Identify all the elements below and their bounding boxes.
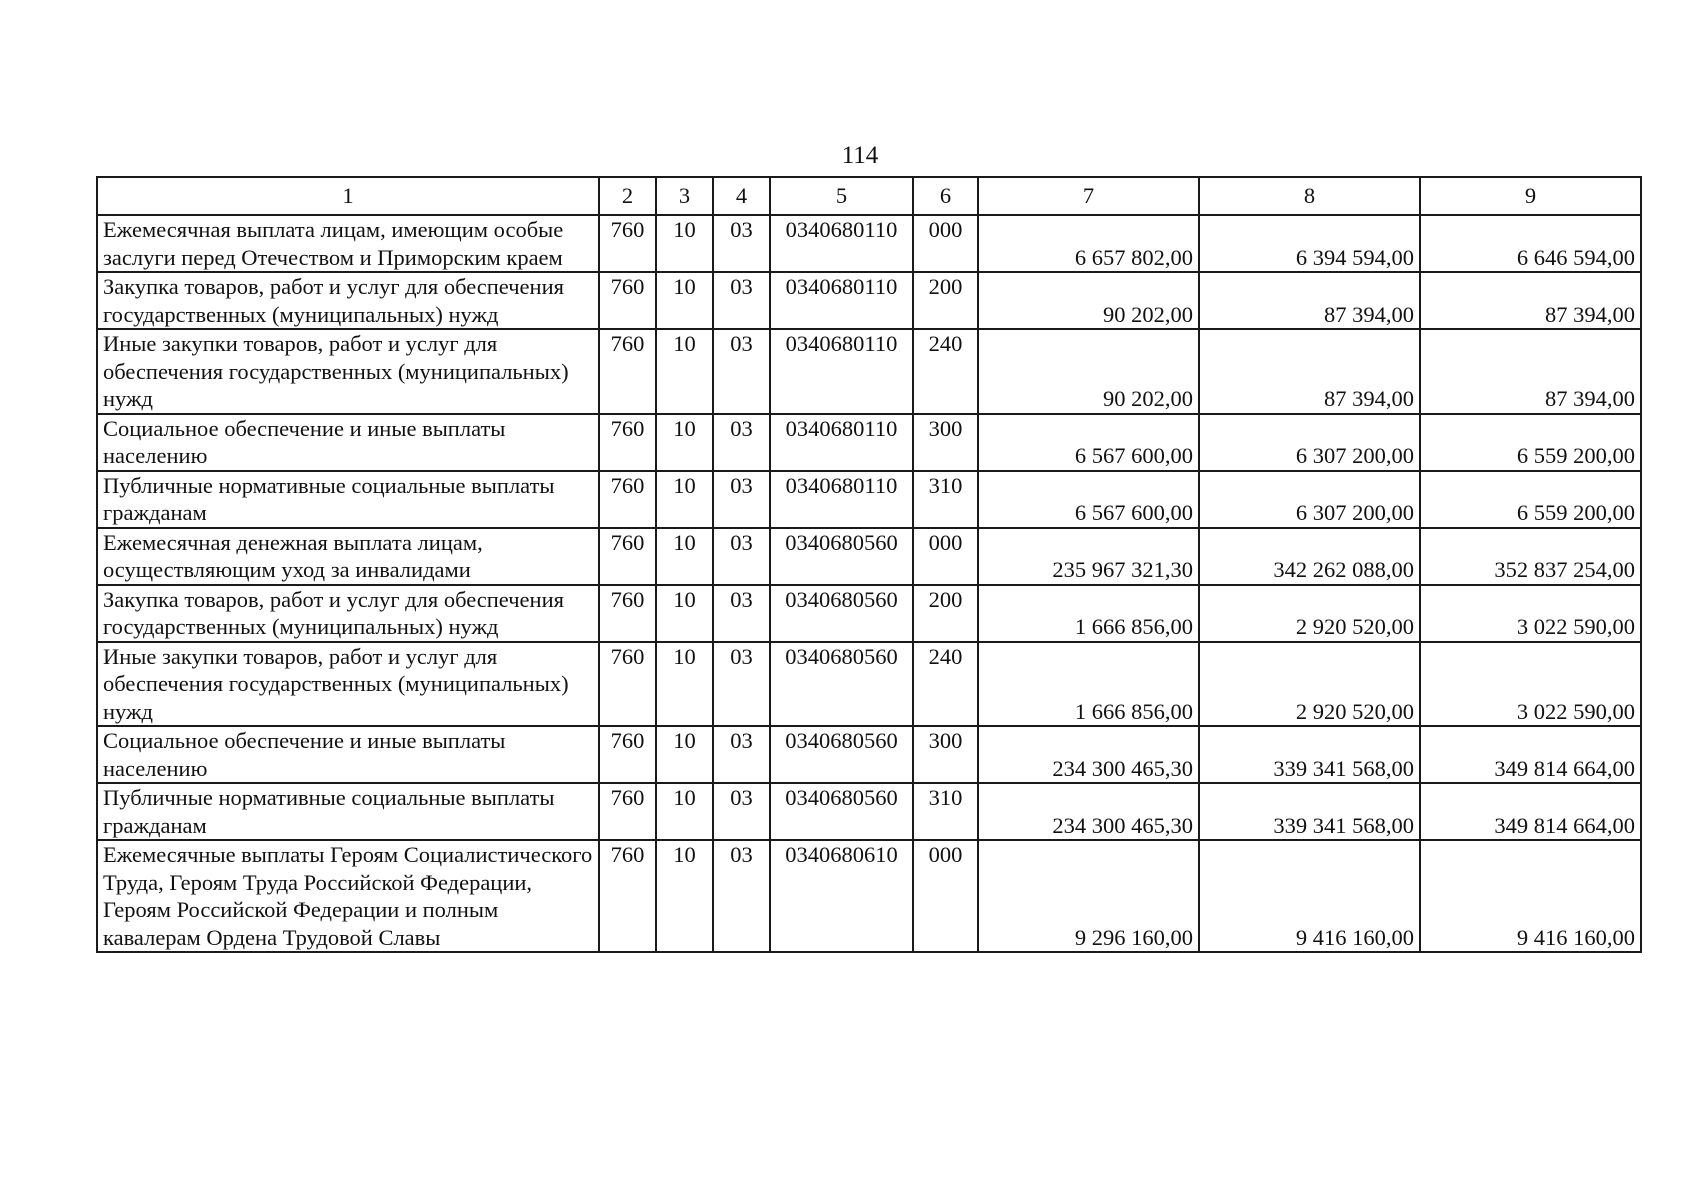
amount-cell: 6 307 200,00 (1199, 414, 1420, 471)
header-cell: 7 (978, 177, 1199, 215)
code-cell: 310 (913, 471, 978, 528)
amount-cell: 87 394,00 (1199, 272, 1420, 329)
amount-cell: 352 837 254,00 (1420, 528, 1641, 585)
amount-cell: 3 022 590,00 (1420, 585, 1641, 642)
amount-cell: 234 300 465,30 (978, 726, 1199, 783)
code-cell: 000 (913, 215, 978, 272)
amount-cell: 339 341 568,00 (1199, 726, 1420, 783)
code-cell: 0340680110 (770, 272, 913, 329)
code-cell: 03 (713, 414, 770, 471)
code-cell: 10 (656, 840, 713, 952)
amount-cell: 87 394,00 (1199, 329, 1420, 414)
code-cell: 0340680560 (770, 528, 913, 585)
amount-cell: 2 920 520,00 (1199, 642, 1420, 727)
code-cell: 03 (713, 585, 770, 642)
amount-cell: 6 307 200,00 (1199, 471, 1420, 528)
code-cell: 03 (713, 642, 770, 727)
code-cell: 300 (913, 414, 978, 471)
code-cell: 760 (599, 528, 656, 585)
code-cell: 300 (913, 726, 978, 783)
amount-cell: 342 262 088,00 (1199, 528, 1420, 585)
amount-cell: 6 394 594,00 (1199, 215, 1420, 272)
code-cell: 000 (913, 840, 978, 952)
row-name-cell: Закупка товаров, работ и услуг для обеспечения государственных (муниципальных) нужд (97, 585, 599, 642)
row-name-cell: Публичные нормативные социальные выплаты гражданам (97, 471, 599, 528)
amount-cell: 6 559 200,00 (1420, 414, 1641, 471)
code-cell: 0340680110 (770, 215, 913, 272)
amount-cell: 90 202,00 (978, 329, 1199, 414)
table-row (97, 585, 1641, 642)
code-cell: 10 (656, 642, 713, 727)
table-row (97, 840, 1641, 952)
code-cell: 0340680560 (770, 726, 913, 783)
code-cell: 760 (599, 272, 656, 329)
amount-cell: 6 567 600,00 (978, 414, 1199, 471)
amount-cell: 1 666 856,00 (978, 585, 1199, 642)
table-row (97, 272, 1641, 329)
code-cell: 760 (599, 471, 656, 528)
code-cell: 0340680110 (770, 329, 913, 414)
amount-cell: 6 559 200,00 (1420, 471, 1641, 528)
code-cell: 03 (713, 783, 770, 840)
code-cell: 10 (656, 783, 713, 840)
code-cell: 03 (713, 329, 770, 414)
code-cell: 03 (713, 726, 770, 783)
amount-cell: 90 202,00 (978, 272, 1199, 329)
amount-cell: 349 814 664,00 (1420, 783, 1641, 840)
code-cell: 03 (713, 215, 770, 272)
code-cell: 760 (599, 783, 656, 840)
amount-cell: 234 300 465,30 (978, 783, 1199, 840)
code-cell: 10 (656, 414, 713, 471)
row-name-cell: Иные закупки товаров, работ и услуг для обеспечения государственных (муниципальных) нужд (97, 642, 599, 727)
code-cell: 310 (913, 783, 978, 840)
code-cell: 0340680110 (770, 471, 913, 528)
code-cell: 0340680560 (770, 783, 913, 840)
amount-cell: 6 646 594,00 (1420, 215, 1641, 272)
row-name-cell: Иные закупки товаров, работ и услуг для обеспечения государственных (муниципальных) нужд (97, 329, 599, 414)
header-cell: 1 (97, 177, 599, 215)
amount-cell: 6 567 600,00 (978, 471, 1199, 528)
amount-cell: 339 341 568,00 (1199, 783, 1420, 840)
code-cell: 200 (913, 272, 978, 329)
code-cell: 760 (599, 642, 656, 727)
table-row (97, 471, 1641, 528)
code-cell: 03 (713, 471, 770, 528)
code-cell: 0340680560 (770, 642, 913, 727)
table-row (97, 414, 1641, 471)
amount-cell: 6 657 802,00 (978, 215, 1199, 272)
header-cell: 6 (913, 177, 978, 215)
table-row (97, 783, 1641, 840)
code-cell: 10 (656, 528, 713, 585)
header-cell: 4 (713, 177, 770, 215)
header-cell: 3 (656, 177, 713, 215)
code-cell: 760 (599, 840, 656, 952)
code-cell: 10 (656, 585, 713, 642)
table-row (97, 726, 1641, 783)
code-cell: 03 (713, 840, 770, 952)
code-cell: 10 (656, 215, 713, 272)
code-cell: 10 (656, 726, 713, 783)
amount-cell: 3 022 590,00 (1420, 642, 1641, 727)
header-cell: 5 (770, 177, 913, 215)
amount-cell: 9 416 160,00 (1199, 840, 1420, 952)
amount-cell: 9 416 160,00 (1420, 840, 1641, 952)
code-cell: 200 (913, 585, 978, 642)
header-cell: 9 (1420, 177, 1641, 215)
amount-cell: 9 296 160,00 (978, 840, 1199, 952)
row-name-cell: Ежемесячная выплата лицам, имеющим особые заслуги перед Отечеством и Приморским краем (97, 215, 599, 272)
code-cell: 240 (913, 329, 978, 414)
header-cell: 2 (599, 177, 656, 215)
row-name-cell: Ежемесячные выплаты Героям Социалистического Труда, Героям Труда Российской Федерации, Героям Российской Федерации и полным кавалерам Ордена Трудовой Славы (97, 840, 599, 952)
amount-cell: 1 666 856,00 (978, 642, 1199, 727)
code-cell: 10 (656, 471, 713, 528)
code-cell: 03 (713, 528, 770, 585)
amount-cell: 235 967 321,30 (978, 528, 1199, 585)
code-cell: 0340680110 (770, 414, 913, 471)
row-name-cell: Ежемесячная денежная выплата лицам, осуществляющим уход за инвалидами (97, 528, 599, 585)
code-cell: 760 (599, 585, 656, 642)
code-cell: 760 (599, 726, 656, 783)
code-cell: 000 (913, 528, 978, 585)
row-name-cell: Социальное обеспечение и иные выплаты населению (97, 414, 599, 471)
code-cell: 10 (656, 272, 713, 329)
amount-cell: 2 920 520,00 (1199, 585, 1420, 642)
table-row (97, 528, 1641, 585)
code-cell: 0340680610 (770, 840, 913, 952)
row-name-cell: Публичные нормативные социальные выплаты гражданам (97, 783, 599, 840)
table-row (97, 215, 1641, 272)
amount-cell: 87 394,00 (1420, 329, 1641, 414)
code-cell: 0340680560 (770, 585, 913, 642)
code-cell: 760 (599, 414, 656, 471)
row-name-cell: Социальное обеспечение и иные выплаты населению (97, 726, 599, 783)
page-number: 114 (841, 142, 879, 169)
row-name-cell: Закупка товаров, работ и услуг для обеспечения государственных (муниципальных) нужд (97, 272, 599, 329)
amount-cell: 87 394,00 (1420, 272, 1641, 329)
table-row (97, 642, 1641, 727)
header-cell: 8 (1199, 177, 1420, 215)
code-cell: 760 (599, 329, 656, 414)
code-cell: 760 (599, 215, 656, 272)
code-cell: 240 (913, 642, 978, 727)
header-row (97, 177, 1641, 215)
budget-table (96, 176, 1642, 953)
table-row (97, 329, 1641, 414)
amount-cell: 349 814 664,00 (1420, 726, 1641, 783)
code-cell: 03 (713, 272, 770, 329)
code-cell: 10 (656, 329, 713, 414)
